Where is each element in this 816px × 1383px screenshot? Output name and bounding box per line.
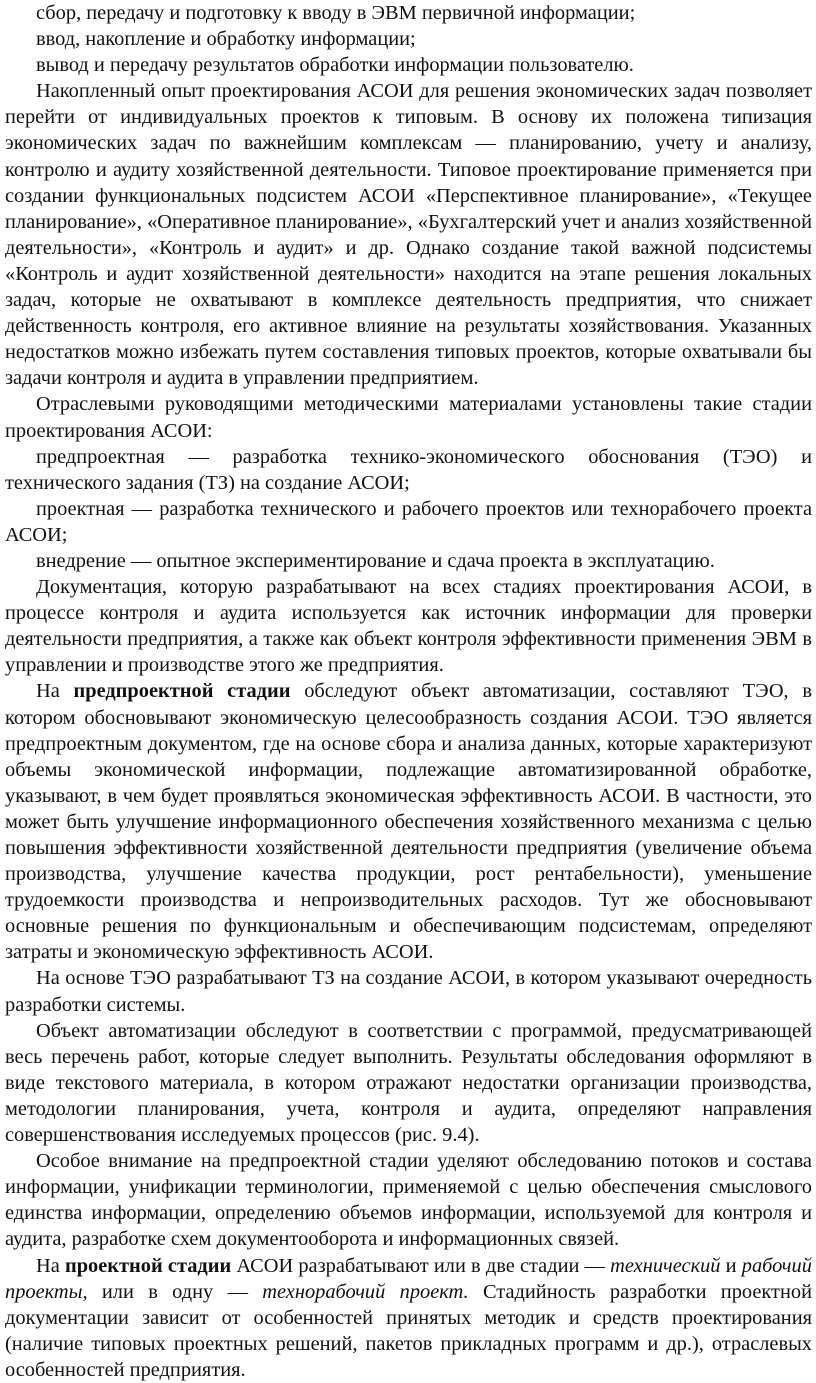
italic-term-working-projects: рабочий проекты, <box>5 1254 812 1303</box>
paragraph-text: и <box>725 1254 737 1277</box>
paragraph-special-attention: Особое внимание на предпроектной стадии уделяют обследованию потоков и состава информации, унификации терминологии, применяемой с целью обеспечения смыслового единства информации, определению объемов информации, используемой для контроля и аудита, разработке схем документооборота и информационных связей. <box>5 1150 812 1251</box>
lead-word: На <box>36 1254 60 1277</box>
bold-term-preproject: предпроектной стадии <box>73 680 291 703</box>
paragraph-stage-project: проектная — разработка технического и рабочего проектов или технорабочего проекта АСОИ; <box>5 497 812 546</box>
paragraph-documentation: Документация, которую разрабатывают на всех стадиях проектирования АСОИ, в процессе контроля и аудита используется как источник информации для проверки деятельности предприятия, а также как объект контроля эффективности применения ЭВМ в управлении и производстве этого же предприятия. <box>5 576 812 677</box>
paragraph-list-item-1: сбор, передачу и подготовку к вводу в ЭВМ первичной информации; <box>36 2 636 24</box>
paragraph-text: обследуют объект автоматизации, составляют ТЭО, в котором обосновывают экономическую целесообразность создания АСОИ. ТЭО является предпроектным документом, где на основе сбора и анализа данных, которые характеризуют объемы экономической информации, подлежащие автоматизированной обработке, указывают, в чем будет проявляться экономическая эффективность АСОИ. В частности, это может быть улучшение информационного обеспечения хозяйственного механизма с целью повышения эффективности хозяйственной деятельности предприятия (увеличение объема производства, улучшение качества продукции, рост рентабельности), уменьшение трудоемкости производства и непроизводительных расходов. Тут же обосновывают основные решения по функциональным и обеспечивающим подсистемам, определяют затраты и экономическую эффективность АСОИ. <box>5 680 812 964</box>
paragraph-stage-preproject: предпроектная — разработка технико-экономического обоснования (ТЭО) и технического задания (ТЗ) на создание АСОИ; <box>5 445 812 494</box>
bold-term-project: проектной стадии <box>64 1254 232 1277</box>
paragraph-text: или в одну — <box>101 1280 248 1303</box>
lead-word: На <box>36 680 60 703</box>
paragraph-preproject-stage <box>5 678 812 965</box>
paragraph-list-item-2: ввод, накопление и обработку информации; <box>36 28 416 51</box>
paragraph-text: Стадийность разработки проектной документации зависит от особенностей принятых методик и средств проектирования (наличие типовых проектных решений, пакетов прикладных программ и др.), отраслевых особенностей предприятия. <box>5 1280 812 1381</box>
italic-term-technoworking-project: технорабочий проект. <box>262 1280 469 1303</box>
paragraph-survey: Объект автоматизации обследуют в соответствии с программой, предусматривающей весь перечень работ, которые следует выполнить. Результаты обследования оформляют в виде текстового материала, в котором отражают недостатки организации производства, методологии планирования, учета, контроля и аудита, определяют направления совершенствования исследуемых процессов (рис. 9.4). <box>5 1019 812 1147</box>
paragraph-project-stage <box>5 1253 812 1383</box>
paragraph-tz: На основе ТЭО разрабатывают ТЗ на создание АСОИ, в котором указывают очередность разработки системы. <box>5 967 812 1016</box>
paragraph-list-item-3: вывод и передачу результатов обработки информации пользователю. <box>36 54 634 77</box>
paragraph-stages-intro: Отраслевыми руководящими методическими материалами установлены такие стадии проектирования АСОИ: <box>5 393 812 442</box>
italic-term-technical: технический <box>610 1254 721 1277</box>
paragraph-typical-design: Накопленный опыт проектирования АСОИ для решения экономических задач позволяет перейти от индивидуальных проектов к типовым. В основу их положена типизация экономических задач по важнейшим комплексам — планированию, учету и анализу, контролю и аудиту хозяйственной деятельности. Типовое проектирование применяется при создании функциональных подсистем АСОИ «Перспективное планирование», «Текущее планирование», «Оперативное планирование», «Бухгалтерский учет и анализ хозяйственной деятельности», «Контроль и аудит» и др. Однако создание такой важной подсистемы «Контроль и аудит хозяйственной деятельности» находится на этапе решения локальных задач, которые не охватывают в комплексе деятельность предприятия, что снижает действенность контроля, его активное влияние на результаты хозяйствования. Указанных недостатков можно избежать путем составления типовых проектов, которые охватывали бы задачи контроля и аудита в управлении предприятием. <box>5 80 812 390</box>
paragraph-text: АСОИ разрабатывают или в две стадии — <box>236 1254 605 1277</box>
paragraph-stage-implementation: внедрение — опытное экспериментирование и сдача проекта в эксплуатацию. <box>36 549 715 572</box>
